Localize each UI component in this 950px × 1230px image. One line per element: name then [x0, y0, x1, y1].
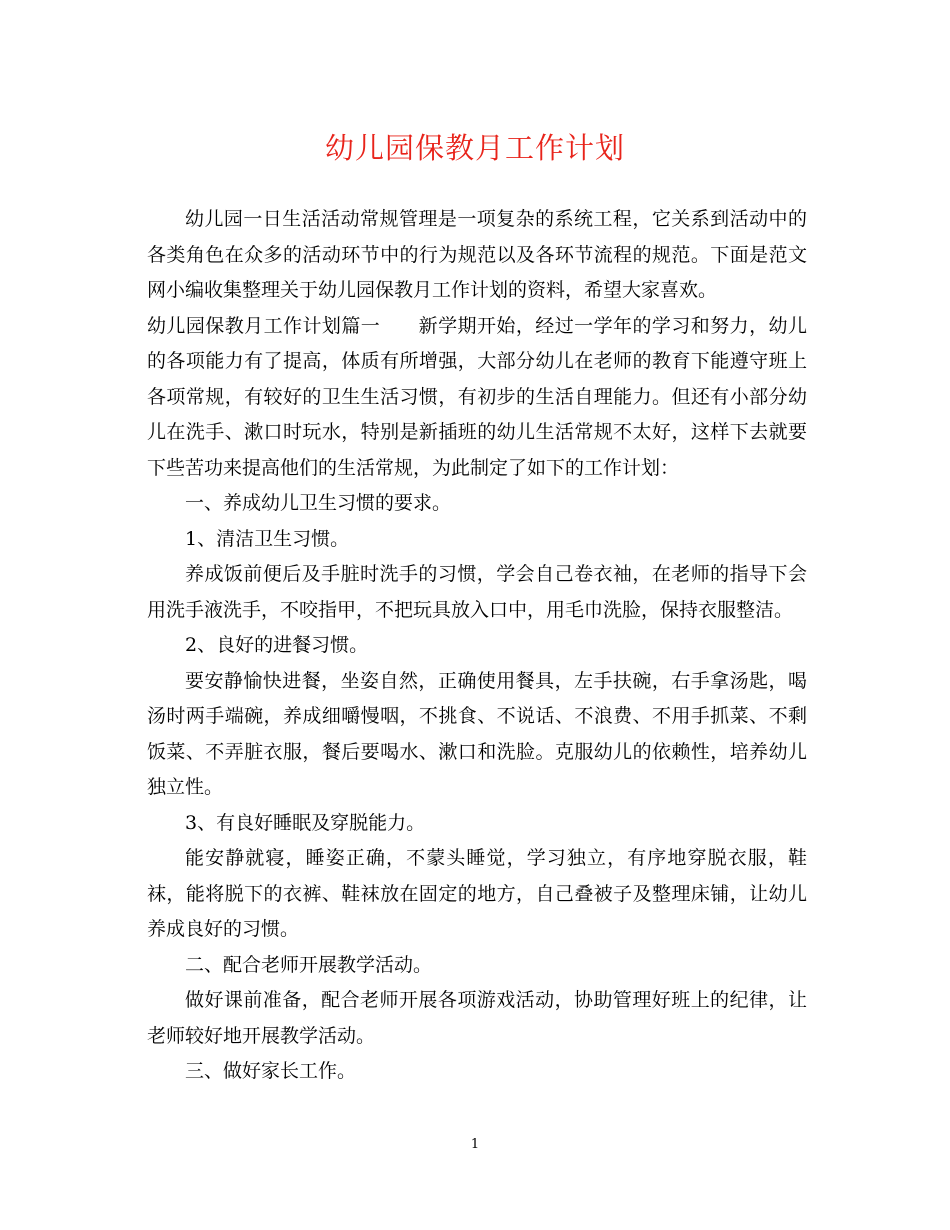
page-number: 1: [470, 1137, 480, 1152]
section-paragraph: [147, 309, 807, 487]
document-body: [147, 202, 807, 1090]
heading-teaching: 二、配合老师开展教学活动。: [185, 953, 433, 976]
document-title: 幼儿园保教月工作计划: [324, 131, 625, 165]
subheading-dining: 2、良好的进餐习惯。: [185, 634, 369, 656]
paragraph-sleep: 能安静就寝，睡姿正确，不蒙头睡觉，学习独立，有序地穿脱衣服，鞋袜，能将脱下的衣裤、鞋袜放在固定的地方，自己叠被子及整理床铺，让幼儿养成良好的习惯。: [147, 847, 807, 940]
paragraph-teaching: 做好课前准备，配合老师开展各项游戏活动，协助管理好班上的纪律，让老师较好地开展教学活动。: [147, 989, 807, 1047]
paragraph-hygiene: 养成饭前便后及手脏时洗手的习惯，学会自己卷衣袖，在老师的指导下会用洗手液洗手，不咬指甲，不把玩具放入口中，用毛巾洗脸，保持衣服整洁。: [147, 563, 807, 621]
section-label: 幼儿园保教月工作计划篇一: [147, 314, 381, 337]
section-text: 新学期开始，经过一学年的学习和努力，幼儿的各项能力有了提高，体质有所增强，大部分幼儿在老师的教育下能遵守班上各项常规，有较好的卫生生活习惯，有初步的生活自理能力。但还有小部分幼儿在洗手、漱口时玩水，特别是新插班的幼儿生活常规不太好，这样下去就要下些苦功来提高他们的生活常规，为此制定了如下的工作计划：: [147, 314, 807, 479]
heading-habits: 一、养成幼儿卫生习惯的要求。: [185, 492, 452, 514]
heading-parents: 三、做好家长工作。: [185, 1060, 357, 1082]
intro-paragraph: 幼儿园一日生活活动常规管理是一项复杂的系统工程，它关系到活动中的各类角色在众多的活动环节中的行为规范以及各环节流程的规范。下面是范文网小编收集整理关于幼儿园保教月工作计划的资料，希望大家喜欢。: [147, 208, 807, 301]
paragraph-dining: 要安静愉快进餐，坐姿自然，正确使用餐具，左手扶碗，右手拿汤匙，喝汤时两手端碗，养成细嚼慢咽，不挑食、不说话、不浪费、不用手抓菜、不剩饭菜、不弄脏衣服，餐后要喝水、漱口和洗脸。克服幼儿的依赖性，培养幼儿独立性。: [147, 669, 807, 798]
subheading-hygiene: 1、清洁卫生习惯。: [185, 527, 350, 550]
subheading-sleep: 3、有良好睡眠及穿脱能力。: [185, 811, 426, 834]
